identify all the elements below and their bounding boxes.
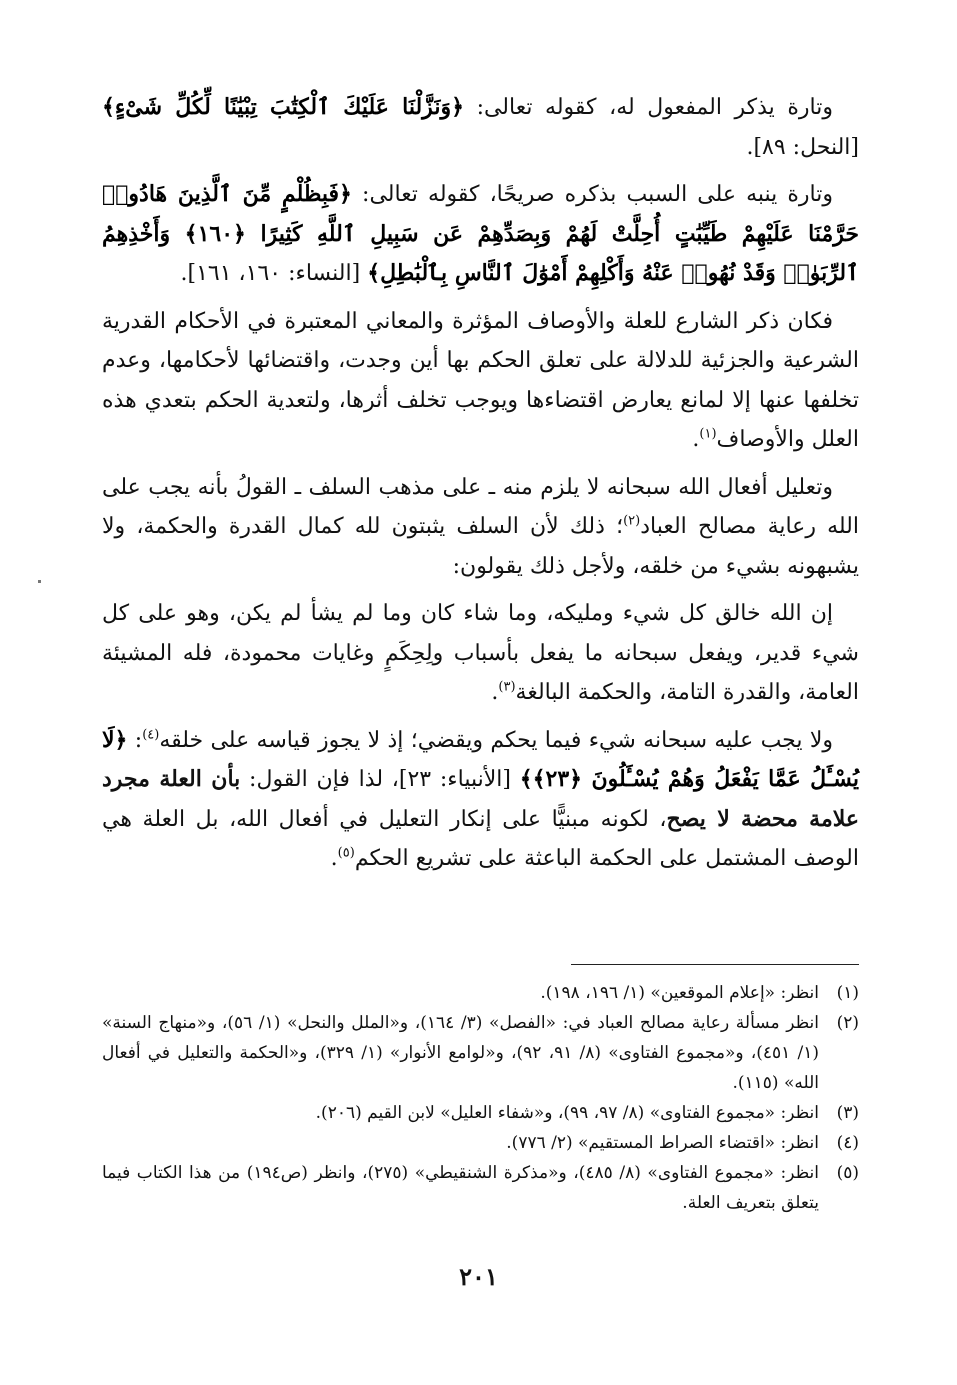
footnote-text: انظر مسألة رعاية مصالح العباد في: «الفصل» (٣/ ١٦٤)، و«الملل والنحل» (١/ ٥٦)، و«منهاج السنة» (١/ ٤٥١)، و«مجموع الفتاوى» (٨/ ٩١، ٩٢)، و«لوامع الأنوار» (١/ ٣٢٩)، و«الحكمة والتعليل في أفعال الله» (١١٥). — [102, 1013, 819, 1093]
margin-dot — [38, 580, 41, 583]
footnotes — [102, 978, 859, 1218]
paragraph-text-continued: ، لكونه مبنيًّا على إنكار التعليل في أفعال الله، بل العلة هي الوصف المشتمل على الحكمة الباعثة على تشريع الحكم — [102, 806, 859, 871]
footnote-marker[interactable]: (٢) — [623, 513, 641, 529]
verse-reference: [النحل: ٨٩]. — [746, 134, 859, 160]
footnote-number: (٥) — [836, 1163, 859, 1183]
footnote-marker[interactable]: (١) — [699, 426, 717, 442]
footnote-3 — [102, 1098, 859, 1128]
paragraph-end: . — [330, 846, 338, 871]
paragraph-text: وتارة يذكر المفعول له، كقوله تعالى: — [463, 95, 833, 120]
quran-verse: ﴿وَنَزَّلْنَا عَلَيْكَ ٱلْكِتَٰبَ تِبْيَٰنًا لِّكُلِّ شَىْءٍ﴾ — [102, 94, 464, 120]
bold-statement: بأن العلة مجرد علامة محضة لا يصح — [102, 766, 859, 832]
paragraph-text: إن الله خالق كل شيء ومليكه، وما شاء كان وما لم يشأ لم يكن، وهو على كل شيء قدير، ويفعل سبحانه ما يفعل بأسباب ولِحِكَمٍ وغايات محمودة، فله المشيئة العامة، والقدرة التامة، والحكمة البالغة — [102, 601, 859, 705]
paragraph-end: . — [491, 680, 499, 705]
paragraph-text: فكان ذكر الشارع للعلة والأوصاف المؤثرة والمعاني المعتبرة في الأحكام القدرية الشرعية والجزئية للدلالة على تعلق الحكم بها أين وجدت، واقتضائها لأحكامها، وعدم تخلفها عنها إلا لمانع يعارض اقتضاءها ويوجب تخلف أثرها، ولتعدية الحكم بتعدي هذه العلل والأوصاف — [102, 308, 859, 452]
footnote-5 — [102, 1158, 859, 1218]
punctuation: : — [127, 727, 143, 753]
paragraph-2 — [102, 175, 859, 294]
verse-reference: [الأنبياء: ٢٣]، لذا فإن القول: — [240, 767, 520, 792]
footnote-marker[interactable]: (٣) — [498, 679, 516, 695]
footnote-text: انظر: «مجموع الفتاوى» (٨/ ٤٨٥)، و«مذكرة الشنقيطي» (٢٧٥)، وانظر (ص١٩٤) من هذا الكتاب فيما يتعلق بتعريف العلة. — [102, 1163, 819, 1213]
paragraph-end: . — [692, 427, 700, 452]
paragraph-5 — [102, 594, 859, 713]
page-number: ٢٠١ — [459, 1262, 498, 1291]
quran-verse: ﴿لَا يُسْـَٔلُ عَمَّا يَفْعَلُ وَهُمْ يُسْـَٔلُونَ ﴿٢٣﴾﴾ — [102, 726, 860, 792]
paragraph-1 — [102, 88, 859, 167]
footnote-number: (١) — [836, 983, 859, 1003]
footnote-1 — [102, 978, 859, 1008]
paragraph-text: وتعليل أفعال الله سبحانه لا يلزم منه ـ على مذهب السلف ـ القولُ بأنه يجب على الله رعاية مصالح العباد — [102, 474, 859, 539]
paragraph-text: ولا يجب عليه سبحانه شيء فيما يحكم ويقضي؛ إذ لا يجوز قياسه على خلقه — [159, 727, 834, 753]
footnote-text: انظر: «إعلام الموقعين» (١/ ١٩٦، ١٩٨). — [540, 983, 819, 1003]
main-text — [102, 88, 859, 887]
paragraph-text-continued: ؛ ذلك لأن السلف يثبتون لله كمال القدرة والحكمة، ولا يشبهونه بشيء من خلقه، ولأجل ذلك يقولون: — [102, 514, 859, 579]
verse-reference: [النساء: ١٦٠، ١٦١]. — [180, 261, 368, 286]
paragraph-3 — [102, 302, 859, 460]
footnote-text: انظر: «مجموع الفتاوى» (٨/ ٩٧، ٩٩)، و«شفاء العليل» لابن القيم (٢٠٦). — [315, 1103, 819, 1123]
footnote-4 — [102, 1128, 859, 1158]
paragraph-6 — [102, 721, 859, 879]
footnote-number: (٤) — [836, 1133, 859, 1153]
paragraph-4 — [102, 468, 859, 587]
footnote-number: (٣) — [836, 1103, 859, 1123]
paragraph-text: وتارة ينبه على السبب بذكره صريحًا، كقوله تعالى: — [351, 182, 833, 207]
footnote-text: انظر: «اقتضاء الصراط المستقيم» (٢/ ٧٧٦). — [506, 1133, 819, 1153]
footnote-separator — [571, 964, 859, 965]
footnote-marker[interactable]: (٤) — [142, 727, 160, 743]
footnote-2 — [102, 1008, 859, 1098]
quran-verse: ﴿فَبِظُلْمٍ مِّنَ ٱلَّذِينَ هَادُوا۟ حَرَّمْنَا عَلَيْهِمْ طَيِّبَٰتٍ أُحِلَّتْ لَهُمْ وَبِصَدِّهِمْ عَن سَبِيلِ ٱللَّهِ كَثِيرًا ﴿١٦٠﴾ وَأَخْذِهِمُ ٱلرِّبَوٰا۟ وَقَدْ نُهُوا۟ عَنْهُ وَأَكْلِهِمْ أَمْوَٰلَ ٱلنَّاسِ بِٱلْبَٰطِلِ﴾ — [102, 181, 859, 286]
footnote-number: (٢) — [836, 1013, 859, 1033]
footnote-marker[interactable]: (٥) — [337, 845, 355, 861]
